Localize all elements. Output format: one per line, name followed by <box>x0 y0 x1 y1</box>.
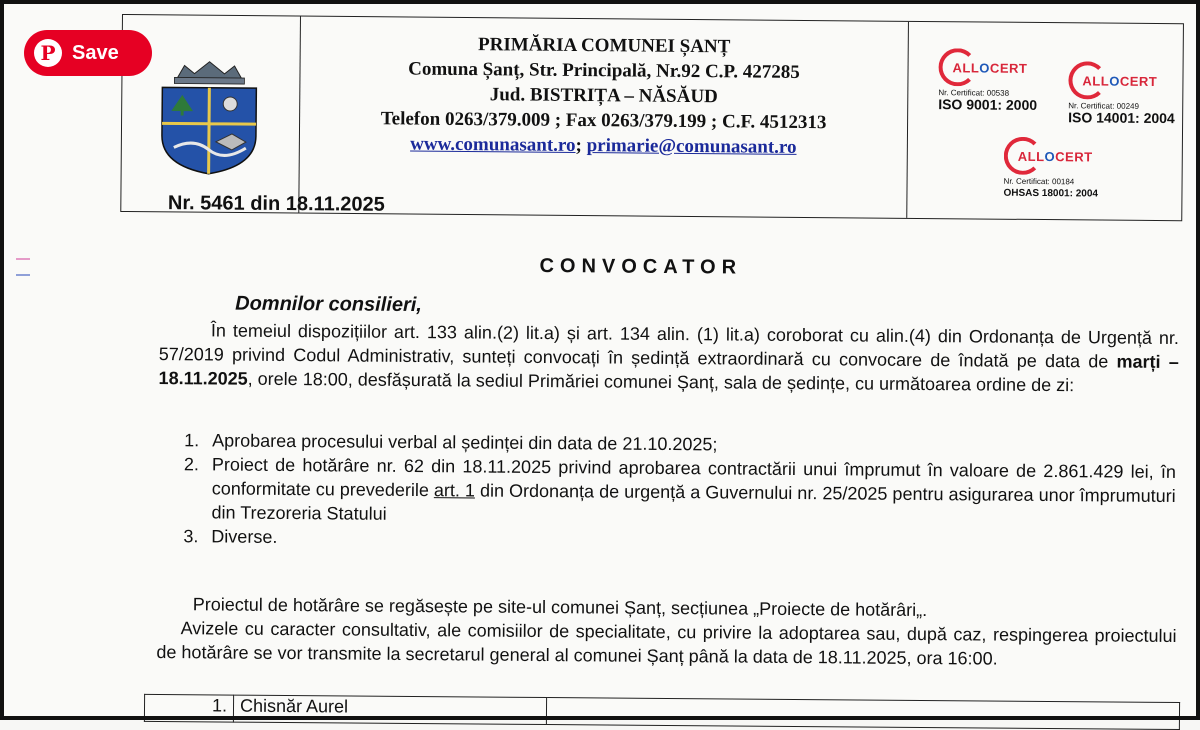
cert-number: Nr. Certificat: 00249 <box>1068 101 1139 111</box>
list-item: 3. Diverse. <box>183 526 278 547</box>
cert-standard: ISO 14001: 2004 <box>1068 109 1175 127</box>
cert-standard: ISO 9001: 2000 <box>938 96 1038 113</box>
cert-number: Nr. Certificat: 00184 <box>1003 176 1075 187</box>
pinterest-icon: P <box>34 39 62 67</box>
cert-number: Nr. Certificat: 00538 <box>938 88 1010 98</box>
agenda-list <box>183 428 1176 556</box>
attendance-table <box>144 694 1180 730</box>
cert-iso-9001: ALLOCERT Nr. Certificat: 00538 ISO 9001: 2000 <box>938 48 1037 113</box>
save-label: Save <box>72 41 119 64</box>
list-item: 2. Proiect de hotărâre nr. 62 din 18.11.2025 privind aprobarea contractării unui împrumut în valoare de 2.861.429 lei, în conformitate cu prevederile art. 1 din Ordonanța de urgență a Guvernului nr. 25/2025 pentru asigurarea unor împrumuturi din Trezoreria Statului <box>183 454 1176 524</box>
county: Jud. BISTRIȚA – NĂSĂUD <box>489 84 718 108</box>
document-title: CONVOCATOR <box>539 254 743 279</box>
separator: ; <box>575 134 582 157</box>
convocation-paragraph: În temeiul dispozițiilor art. 133 alin.(2) lit.a) și art. 134 alin. (1) lit.a) coroborat cu alin.(4) din Ordonanța de Urgență nr. 57/2019 privind Codul Administrativ, sunteți convocați în ședință extraordinară cu convocare de îndată pe data de marți – 18.11.2025, orele 18:00, desfășurată la sediul Primăriei comunei Șanț, sala de ședințe, cu următoarea ordine de zi: <box>158 320 1180 396</box>
councillor-name: Chisnăr Aurel <box>233 695 546 724</box>
cert-iso-14001: ALLOCERT Nr. Certificat: 00249 ISO 14001: 2004 <box>1068 61 1175 126</box>
meeting-date: marți – 18.11.2025 <box>158 351 1179 389</box>
article-link: art. 1 <box>433 480 476 501</box>
table-row <box>144 694 1179 729</box>
list-item: 1. Aprobarea procesului verbal al ședinței din data de 21.10.2025; <box>184 430 718 455</box>
opinions-paragraph: Avizele cu caracter consultativ, ale comisiilor de specialitate, cu privire la adoptarea sau, după caz, respingerea proiectului de hotărâre se vor transmite la secretarul general al comunei Șanț până la data de 18.11.2025, ora 16:00. <box>156 618 1177 669</box>
save-button[interactable] <box>24 30 152 76</box>
website-link[interactable]: www.comunasant.ro <box>410 133 576 156</box>
cert-ohsas-18001: ALLOCERT Nr. Certificat: 00184 OHSAS 18001: 2004 <box>1003 137 1098 202</box>
email-link[interactable]: primarie@comunasant.ro <box>586 135 797 158</box>
row-number: 1. <box>144 694 233 722</box>
salutation: Domnilor consilieri, <box>235 292 422 317</box>
address: Comuna Șanț, Str. Principală, Nr.92 C.P. 427285 <box>408 58 800 83</box>
institution-name: PRIMĂRIA COMUNEI ȘANȚ <box>477 34 731 58</box>
phone-fax: Telefon 0263/379.009 ; Fax 0263/379.199 ; C.F. 4512313 <box>380 108 827 134</box>
project-location-paragraph: Proiectul de hotărâre se regăsește pe site-ul comunei Șanț, secțiunea „Proiecte de hotărâri„. <box>192 594 928 621</box>
cert-standard: OHSAS 18001: 2004 <box>1003 187 1099 200</box>
signature-cell <box>546 698 1179 730</box>
registration-number: Nr. 5461 din 18.11.2025 <box>167 192 385 216</box>
